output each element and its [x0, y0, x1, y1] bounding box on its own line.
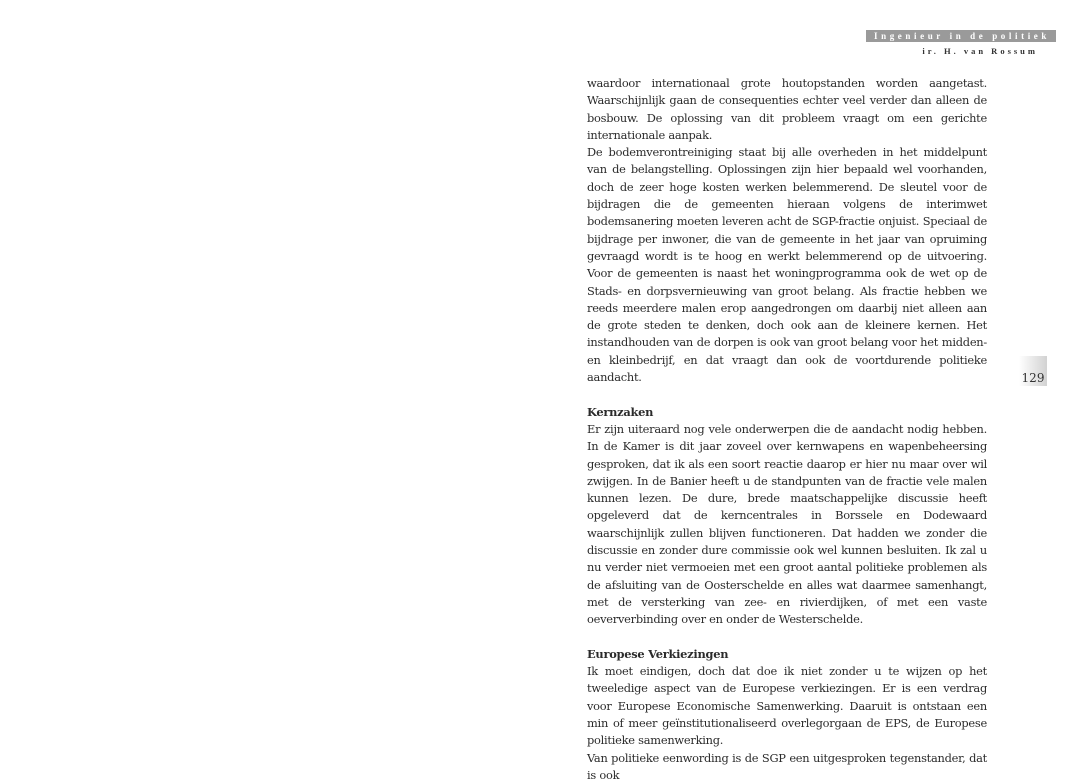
paragraph: waardoor internationaal grote houtopstanden worden aangetast. Waarschijnlijk gaan de consequenties echter veel verder dan alleen de bosbouw. De oplossing van dit probleem vraagt om een gerichte internationale aanpak.: [587, 76, 987, 142]
paragraph: De bodemverontreiniging staat bij alle overheden in het middelpunt van de belangstelling. Oplossingen zijn hier bepaald wel voorhanden, doch de zeer hoge kosten werken belemmerend. De sleutel voor de bijdragen die de gemeenten hieraan volgens de interimwet bodemsanering moeten leveren acht de SGP-fractie onjuist. Speciaal de bijdrage per inwoner, die van de gemeente in het jaar van opruiming gevraagd wordt is te hoog en werkt belemmerend op de uitvoering. Voor de gemeenten is naast het woningprogramma ook de wet op de Stads- en dorpsvernieuwing van groot belang. Als fractie hebben we reeds meerdere malen erop aangedrongen om daarbij niet alleen aan de grote steden te denken, doch ook aan de kleinere kernen. Het instandhouden van de dorpen is ook van groot belang voor het midden- en kleinbedrijf, en dat vraagt dan ook de voortdurende politieke aandacht.: [587, 145, 987, 385]
paragraph: Er zijn uiteraard nog vele onderwerpen die de aandacht nodig hebben. In de Kamer is dit jaar zoveel over kernwapens en wapenbeheersing gesproken, dat ik als een soort reactie daarop er hier nu maar over wil zwijgen. In de Banier heeft u de standpunten van de fractie vele malen kunnen lezen. De dure, brede maatschappelijke discussie heeft opgeleverd dat de kerncentrales in Borssele en Dodewaard waarschijnlijk zullen blijven functioneren. Dat hadden we zonder die discussie en zonder dure commissie ook wel kunnen besluiten. Ik zal u nu verder niet vermoeien met een groot aantal politieke problemen als de afsluiting van de Oosterschelde en alles wat daarmee samenhangt, met de versterking van zee- en rivierdijken, of met een vaste oeververbinding over en onder de Westerschelde.: [587, 421, 987, 627]
paragraph-gap: [587, 386, 987, 403]
section-heading-kernzaken: Kernzaken: [587, 404, 654, 419]
running-header: [866, 24, 1056, 57]
page-number: 129: [1021, 371, 1045, 385]
paragraph-gap: [587, 629, 987, 646]
running-header-title: Ingenieur in de politiek: [866, 30, 1056, 42]
paragraph: Ik moet eindigen, doch dat doe ik niet zonder u te wijzen op het tweeledige aspect van de Europese verkiezingen. Er is een verdrag voor Europese Economische Samenwerking. Daaruit is ontstaan een min of meer geïnstitutionaliseerd overlegorgaan de EPS, de Europese politieke samenwerking.: [587, 664, 987, 748]
paragraph: Van politieke eenwording is de SGP een uitgesproken tegenstander, dat is ook: [587, 750, 987, 782]
running-header-author: ir. H. van Rossum: [922, 46, 1038, 56]
body-text-column: [587, 75, 987, 784]
page-number-tab: [1019, 356, 1047, 386]
section-heading-europese-verkiezingen: Europese Verkiezingen: [587, 646, 729, 661]
